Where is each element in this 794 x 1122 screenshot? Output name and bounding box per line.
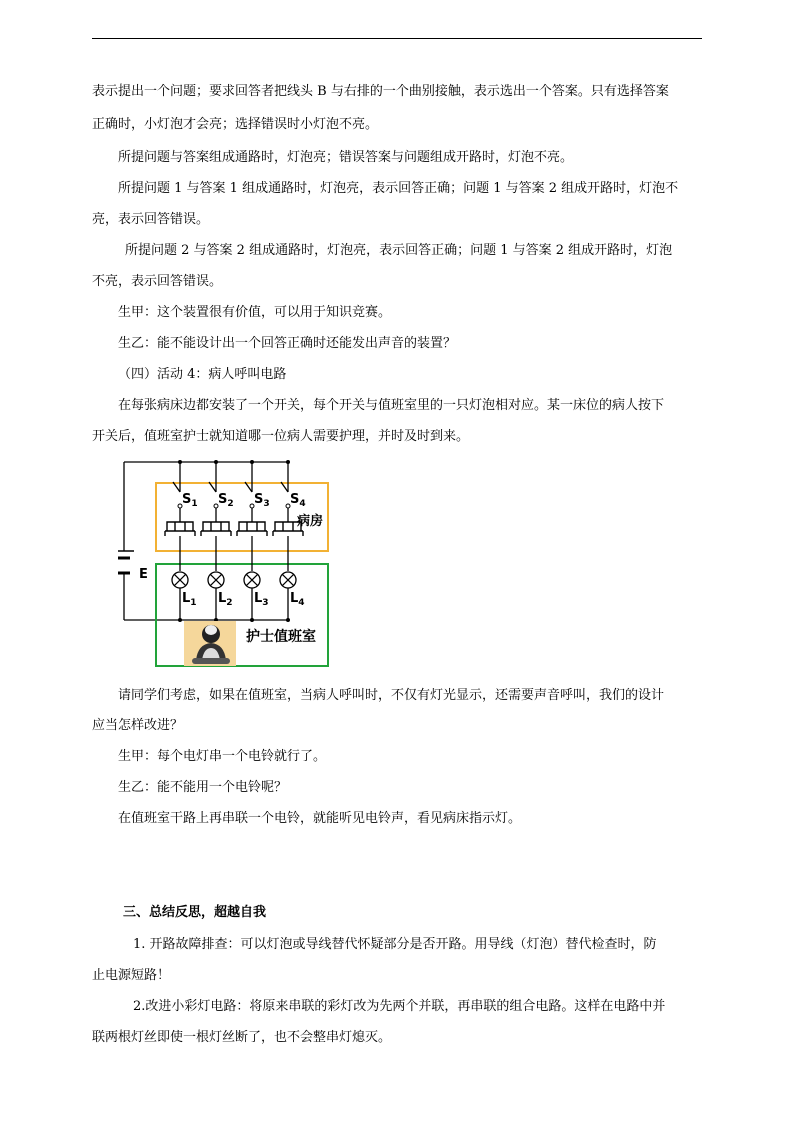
switch-label: $S_3$ xyxy=(254,492,270,509)
section-heading: 三、总结反思，超越自我 xyxy=(123,905,267,920)
nurse-room-label: 护士值班室 xyxy=(246,629,316,645)
lamp-label: $L_3$ xyxy=(254,591,269,608)
junction-dot xyxy=(250,618,254,622)
lamp-label: $L_1$ xyxy=(182,591,197,608)
bed-icon xyxy=(237,522,267,536)
paragraph: 生乙：能不能设计出一个回答正确时还能发出声音的装置？ xyxy=(118,336,457,351)
paragraph: 所提问题 1 与答案 1 组成通路时，灯泡亮，表示回答正确；问题 1 与答案 2 组成开路时，灯泡不 xyxy=(118,181,679,196)
paragraph: 在每张病床边都安装了一个开关，每个开关与值班室里的一只灯泡相对应。某一床位的病人按下 xyxy=(118,398,665,413)
paragraph: 所提问题 2 与答案 2 组成通路时，灯泡亮，表示回答正确；问题 1 与答案 2 组成开路时，灯泡 xyxy=(125,243,673,258)
nurse-call-circuit-diagram xyxy=(118,458,338,668)
paragraph: 生甲：这个装置很有价值，可以用于知识竞赛。 xyxy=(118,305,392,320)
junction-dot xyxy=(286,460,290,464)
battery-icon xyxy=(118,551,134,573)
paragraph: 2.改进小彩灯电路：将原来串联的彩灯改为先两个并联，再串联的组合电路。这样在电路中并 xyxy=(133,999,666,1014)
lamp-label: $L_2$ xyxy=(218,591,233,608)
switch-label: $S_2$ xyxy=(218,492,234,509)
switch-label: $S_4$ xyxy=(290,492,306,509)
junction-dot xyxy=(178,460,182,464)
switch-label: $S_1$ xyxy=(182,492,198,509)
nurse-icon xyxy=(184,621,236,666)
battery-label: E xyxy=(139,567,148,582)
paragraph: 请同学们考虑，如果在值班室，当病人呼叫时，不仅有灯光显示，还需要声音呼叫，我们的设计 xyxy=(118,688,665,703)
paragraph: 生甲：每个电灯串一个电铃就行了。 xyxy=(118,749,327,764)
paragraph: 在值班室干路上再串联一个电铃，就能听见电铃声，看见病床指示灯。 xyxy=(118,811,522,826)
section-heading: （四）活动 4：病人呼叫电路 xyxy=(118,367,287,382)
paragraph: 止电源短路！ xyxy=(92,968,171,983)
ward-label: 病房 xyxy=(297,514,324,529)
junction-dot xyxy=(214,460,218,464)
paragraph: 生乙：能不能用一个电铃呢？ xyxy=(118,780,288,795)
junction-dot xyxy=(250,460,254,464)
paragraph: 亮，表示回答错误。 xyxy=(92,212,210,227)
bed-icon xyxy=(201,522,231,536)
paragraph: 开关后，值班室护士就知道哪一位病人需要护理，并时及时到来。 xyxy=(92,429,470,444)
paragraph: 表示提出一个问题；要求回答者把线头 B 与右排的一个曲别接触，表示选出一个答案。只有选择答案 xyxy=(92,84,669,99)
paragraph: 联两根灯丝即使一根灯丝断了，也不会整串灯熄灭。 xyxy=(92,1030,392,1045)
bed-icon xyxy=(165,522,195,536)
paragraph: 正确时，小灯泡才会亮；选择错误时小灯泡不亮。 xyxy=(92,117,379,132)
junction-dot xyxy=(178,618,182,622)
paragraph: 不亮，表示回答错误。 xyxy=(92,274,223,289)
paragraph: 应当怎样改进？ xyxy=(92,718,184,733)
paragraph: 1. 开路故障排查：可以灯泡或导线替代怀疑部分是否开路。用导线（灯泡）替代检查时，防 xyxy=(133,937,657,952)
lamp-label: $L_4$ xyxy=(290,591,305,608)
junction-dot xyxy=(286,618,290,622)
header-rule xyxy=(92,38,702,39)
paragraph: 所提问题与答案组成通路时，灯泡亮；错误答案与问题组成开路时，灯泡不亮。 xyxy=(118,150,574,165)
